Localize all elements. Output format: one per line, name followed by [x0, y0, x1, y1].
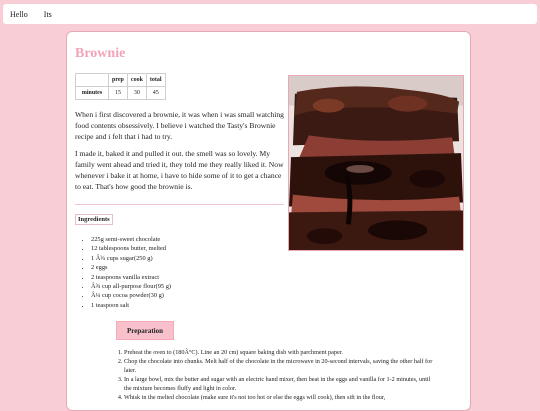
- list-item: • 2 teaspoons vanilla extract: [91, 273, 171, 282]
- nav-link-hello[interactable]: Hello: [10, 9, 28, 19]
- list-item: • 1 Â¾ cups sugar(250 g): [91, 254, 171, 263]
- intro-paragraph: I made it, baked it and pulled it out. the smell was so lovely. My family went ahead and tried it, they told me they really liked it. Now whenever i bake it at home, i have to hide some of it to get a chance to eat. That's how good the brownie is.: [75, 149, 284, 191]
- list-item: 3. In a large bowl, mix the butter and sugar with an electric hand mixer, then beat in the eggs and vanilla for 1-2 minutes, until the mixture becomes fluffy and light in color.: [124, 376, 434, 394]
- recipe-title: Brownie: [75, 46, 126, 61]
- preparation-steps: [112, 349, 434, 402]
- recipe-intro: [75, 109, 285, 198]
- list-item: 4. Whisk in the melted chocolate (make sure it's not too hot or else the eggs will cook), then sift in the flour,: [124, 394, 434, 403]
- list-item: • 2 eggs: [91, 263, 171, 272]
- list-item: • Â¾ cup all-purpose flour(95 g): [91, 282, 171, 291]
- list-item: • Â¼ cup cocoa powder(30 g): [91, 291, 171, 300]
- times-header-prep: prep: [109, 74, 128, 87]
- list-item: • 225g semi-sweet chocolate: [91, 235, 171, 244]
- times-header-total: total: [146, 74, 165, 87]
- list-item: 2. Chop the chocolate into chunks. Melt half of the chocolate in the microwave in 20-second intervals, saving the other half for later.: [124, 358, 434, 376]
- intro-paragraph: When i first discovered a brownie, it was when i was small watching food contents obsessively. I believe i watched the Tasty's Brownie recipe and i felt that i had to try.: [75, 110, 284, 141]
- ingredients-heading: Ingredients: [75, 214, 113, 225]
- times-value-cook: 30: [127, 87, 146, 100]
- ingredients-list: [81, 235, 171, 310]
- times-header-cook: cook: [127, 74, 146, 87]
- times-value-prep: 15: [109, 87, 128, 100]
- list-item: • 1 teaspoon salt: [91, 301, 171, 310]
- list-item: 1. Preheat the oven to (180Â°C). Line an 20 cm) square baking dish with parchment paper.: [124, 349, 434, 358]
- nav-link-its[interactable]: Its: [43, 9, 52, 19]
- preparation-heading: Preparation: [116, 321, 174, 340]
- times-row-label: minutes: [76, 87, 109, 100]
- list-item: • 12 tablespoons butter, melted: [91, 244, 171, 253]
- brownie-photo: [288, 75, 464, 251]
- times-corner-cell: [76, 74, 109, 87]
- times-table: [75, 73, 166, 100]
- divider: [75, 204, 284, 205]
- recipe-card: [66, 31, 471, 411]
- times-value-total: 45: [146, 87, 165, 100]
- top-nav: [3, 4, 537, 24]
